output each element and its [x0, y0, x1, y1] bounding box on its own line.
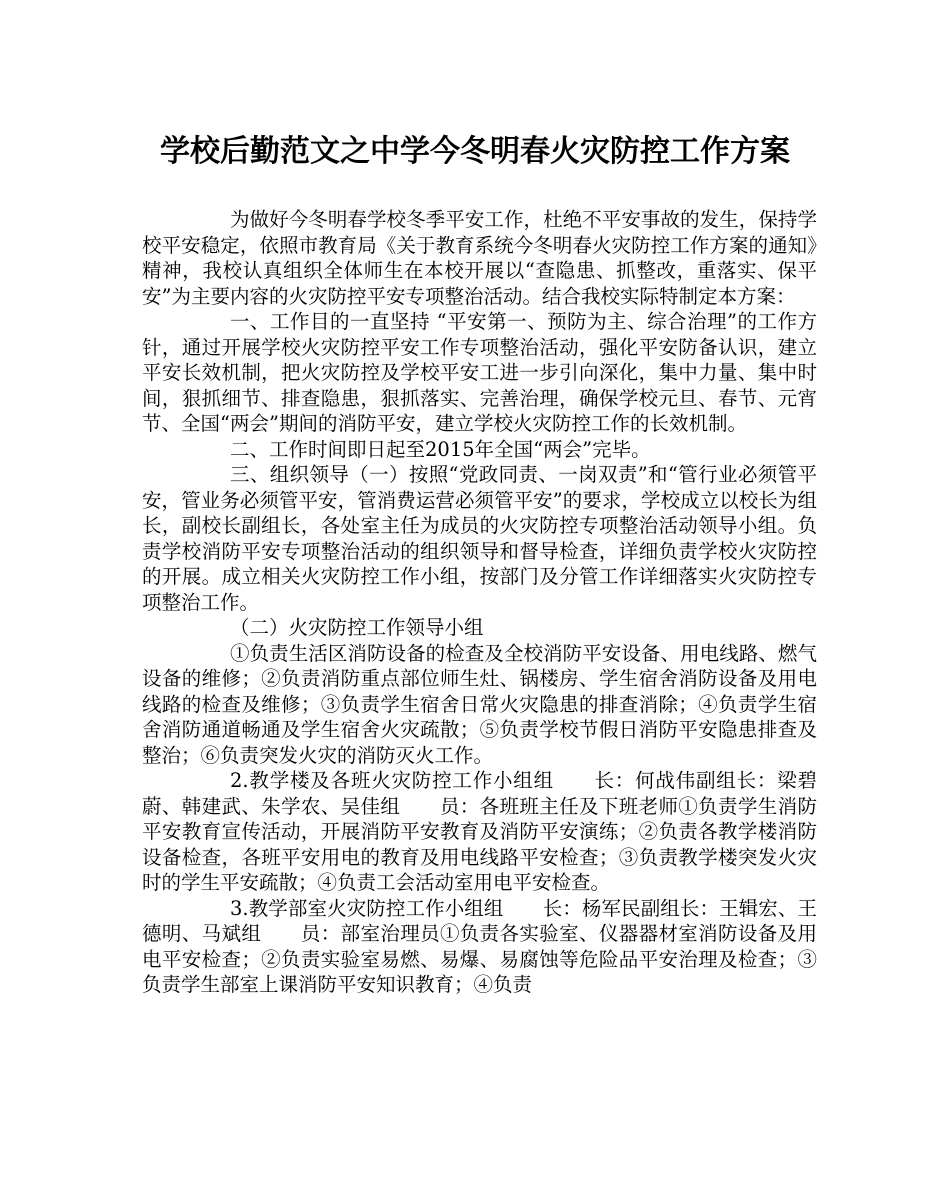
paragraph-group-2-teaching-building: 2.教学楼及各班火灾防控工作小组组 长：何战伟副组长：梁碧蔚、韩建武、朱学农、吴佳组 员：各班班主任及下班老师①负责学生消防平安教育宣传活动，开展消防平安教育及消防平安演练；②负责各教学楼消防设备检查，各班平安用电的教育及用电线路平安检查；③负责教学楼突发火灾时的学生平安疏散；④负责工会活动室用电平安检查。 [142, 769, 817, 894]
paragraph-group-1-duties: ①负责生活区消防设备的检查及全校消防平安设备、用电线路、燃气设备的维修；②负责消防重点部位师生灶、锅楼房、学生宿舍消防设备及用电线路的检查及维修；③负责学生宿舍日常火灾隐患的排查消除；④负责学生宿舍消防通道畅通及学生宿舍火灾疏散；⑤负责学校节假日消防平安隐患排查及整治；⑥负责突发火灾的消防灭火工作。 [142, 641, 817, 767]
paragraph-section-1-objective: 一、工作目的一直坚持 “平安第一、预防为主、综合治理”的工作方针，通过开展学校火灾防控平安工作专项整治活动，强化平安防备认识，建立平安长效机制，把火灾防控及学校平安工进一步引向深化，集中力量、集中时间，狠抓细节、排查隐患，狠抓落实、完善治理，确保学校元旦、春节、元宵节、全国“两会”期间的消防平安，建立学校火灾防控工作的长效机制。 [142, 310, 817, 435]
paragraph-section-3-organization: 三、组织领导（一）按照“党政同责、一岗双责”和“管行业必须管平安，管业务必须管平安，管消费运营必须管平安”的要求，学校成立以校长为组长，副校长副组长，各处室主任为成员的火灾防控专项整治活动领导小组。负责学校消防平安专项整治活动的组织领导和督导检查，详细负责学校火灾防控的开展。成立相关火灾防控工作小组，按部门及分管工作详细落实火灾防控专项整治工作。 [142, 463, 817, 614]
document-body [142, 207, 817, 998]
document-title: 学校后勤范文之中学今冬明春火灾防控工作方案 [160, 134, 790, 169]
paragraph-section-2-time: 二、工作时间即日起至2015年全国“两会”完毕。 [230, 437, 651, 461]
paragraph-intro: 为做好今冬明春学校冬季平安工作，杜绝不平安事故的发生，保持学校平安稳定，依照市教育局《关于教育系统今冬明春火灾防控工作方案的通知》精神，我校认真组织全体师生在本校开展以“查隐患、抓整改，重落实、保平安”为主要内容的火灾防控平安专项整治活动。结合我校实际特制定本方案： [142, 208, 817, 308]
paragraph-group-3-teaching-rooms: 3.教学部室火灾防控工作小组组 长：杨军民副组长：王辑宏、王德明、马斌组 员：部室治理员①负责各实验室、仪器器材室消防设备及用电平安检查；②负责实验室易燃、易爆、易腐蚀等危险品平安治理及检查；③负责学生部室上课消防平安知识教育；④负责 [142, 896, 817, 996]
paragraph-subsection-leadership-group: （二）火灾防控工作领导小组 [230, 616, 484, 639]
